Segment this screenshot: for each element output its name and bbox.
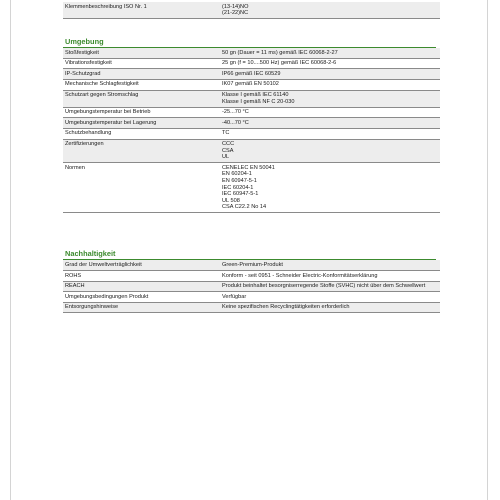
value-line: Keine spezifischen Recyclingtätigkeiten erforderlich: [222, 304, 350, 311]
row-value: [220, 271, 440, 282]
row-value: [220, 79, 440, 90]
table-row: [63, 48, 440, 58]
value-line: CCC: [222, 141, 235, 148]
row-label: Entsorgungshinweise: [65, 304, 119, 311]
row-value: [220, 281, 440, 292]
table-row: [63, 271, 440, 282]
row-label: Zertifizierungen: [65, 141, 104, 148]
row-value: [220, 90, 440, 107]
row-label: IP-Schutzgrad: [65, 70, 101, 77]
table-row: [63, 58, 440, 69]
row-value: [220, 48, 440, 58]
value-line: IK07 gemäß EN 50102: [222, 81, 279, 88]
table-row: [63, 292, 440, 303]
value-line: -40...70 °C: [222, 119, 249, 126]
klemmen-table: [63, 2, 440, 19]
value-line: CENELEC EN 50041: [222, 164, 275, 171]
value-line: 50 gn (Dauer = 11 ms) gemäß IEC 60068-2-27: [222, 49, 338, 56]
row-label: Umgebungstemperatur bei Lagerung: [65, 119, 157, 126]
row-label: Schutzbehandlung: [65, 130, 112, 137]
table-row: [63, 139, 440, 163]
table-row: [63, 260, 440, 270]
table-row: [63, 69, 440, 80]
value-line: IP66 gemäß IEC 60529: [222, 70, 281, 77]
value-line: CSA: [222, 147, 234, 154]
value-line: Green-Premium-Produkt: [222, 261, 283, 268]
table-row: [63, 163, 440, 213]
table-row: [63, 128, 440, 139]
row-label: Klemmenbeschreibung ISO Nr. 1: [65, 3, 147, 10]
row-value: [220, 107, 440, 118]
value-line: IEC 60947-5-1: [222, 191, 259, 198]
row-label: Umgebungsbedingungen Produkt: [65, 293, 149, 300]
value-line: CSA C22.2 No 14: [222, 204, 267, 211]
value-line: TC: [222, 130, 230, 137]
value-line: IEC 60204-1: [222, 184, 254, 191]
value-line: -25...70 °C: [222, 109, 249, 116]
table-row: [63, 107, 440, 118]
table-row: [63, 281, 440, 292]
section-title-umgebung: Umgebung: [63, 37, 436, 48]
table-row: [63, 90, 440, 107]
row-label: REACH: [65, 283, 85, 290]
row-value: [220, 139, 440, 163]
row-label: Stoßfestigkeit: [65, 49, 99, 56]
datasheet-content: [63, 0, 436, 313]
value-line: (13-14)NO: [222, 3, 249, 10]
row-label: Normen: [65, 164, 85, 171]
row-value: [220, 58, 440, 69]
value-line: (21-22)NC: [222, 10, 249, 17]
section-title-nachhaltigkeit: Nachhaltigkeit: [63, 249, 436, 260]
value-line: Klasse I gemäß IEC 61140: [222, 92, 289, 99]
table-row: [63, 79, 440, 90]
row-label: ROHS: [65, 272, 82, 279]
value-line: Klasse I gemäß NF C 20-030: [222, 98, 295, 105]
row-label: Mechanische Schlagfestigkeit: [65, 81, 139, 88]
value-line: EN 60947-5-1: [222, 178, 257, 184]
row-value: [220, 128, 440, 139]
value-line: EN 60204-1: [222, 171, 252, 178]
row-value: [220, 69, 440, 80]
datasheet-page: [10, 0, 488, 500]
value-line: Verfügbar: [222, 293, 247, 300]
value-line: 25 gn (f = 10....500 Hz) gemäß IEC 60068-2-6: [222, 60, 337, 67]
umgebung-table: [63, 48, 440, 213]
row-value: [220, 292, 440, 303]
row-label: Vibrationsfestigkeit: [65, 60, 112, 67]
value-line: UL 508: [222, 197, 240, 204]
value-line: Produkt beinhaltet besorgniserregende Stoffe (SVHC) nicht über dem Schwellwert: [222, 283, 426, 290]
row-value: [220, 118, 440, 129]
table-row: [63, 118, 440, 129]
value-line: Konform - seit 0951 - Schneider Electric-Konformitätserklärung: [222, 272, 378, 279]
row-label: Umgebungstemperatur bei Betrieb: [65, 109, 151, 116]
row-label: Grad der Umweltverträglichkeit: [65, 261, 142, 268]
row-value: [220, 260, 440, 270]
nachhaltigkeit-table: [63, 260, 440, 313]
row-label: Schutzart gegen Stromschlag: [65, 92, 139, 99]
row-value: [220, 2, 440, 19]
table-row: [63, 2, 440, 19]
row-value: [220, 302, 440, 313]
value-line: UL: [222, 154, 230, 161]
table-row: [63, 302, 440, 313]
row-value: [220, 163, 440, 213]
